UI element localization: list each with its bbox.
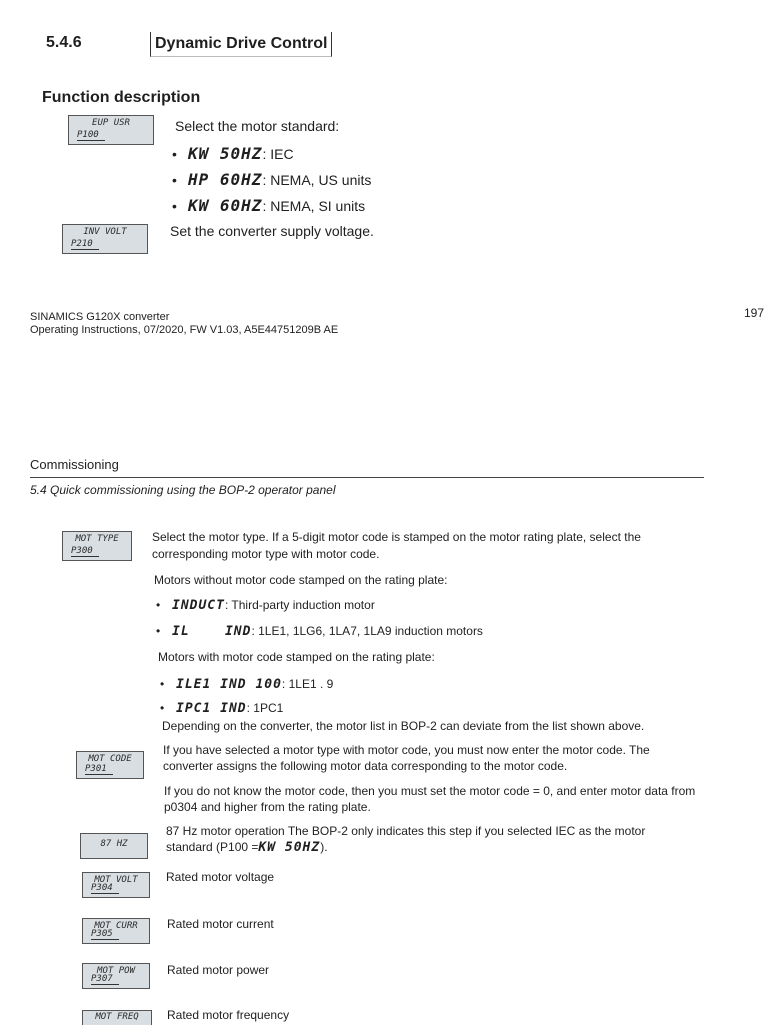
function-description-heading: Function description <box>42 89 201 106</box>
bop-display-p300 <box>62 531 132 561</box>
bop-display-p210 <box>62 224 148 254</box>
running-subheader: 5.4 Quick commissioning using the BOP-2 operator panel <box>30 483 336 497</box>
running-header: Commissioning <box>30 457 119 472</box>
bop-display-p304 <box>82 872 150 898</box>
display-param: P305 <box>91 930 119 940</box>
display-param: P307 <box>91 975 119 985</box>
display-label: EUP USR <box>92 118 130 128</box>
bop-display-p100 <box>68 115 154 145</box>
bop-display-p310 <box>82 1010 152 1025</box>
display-code: ILE1 IND 100 <box>176 677 282 692</box>
page-number: 197 <box>744 306 765 320</box>
motor-code-text: If you have selected a motor type with motor code, you must now enter the motor code. The converter assigns the following motor data corresponding to the motor code. <box>163 743 650 773</box>
standard-item: • HP 60HZ: NEMA, US units <box>172 170 371 189</box>
display-param: P301 <box>85 765 113 775</box>
section-title: Dynamic Drive Control <box>150 32 332 57</box>
hz87-text: 87 Hz motor operation The BOP-2 only indicates this step if you selected IEC as the motor standard (P100 =KW 50HZ). <box>166 824 646 855</box>
display-code: KW 50HZ <box>258 840 321 855</box>
display-param: P100 <box>77 131 105 141</box>
display-label: 87 HZ <box>100 839 128 849</box>
bop-display-87hz <box>80 833 148 859</box>
display-code: IPC1 IND <box>176 701 247 716</box>
motor-list-item: • INDUCT: Third-party induction motor <box>156 598 375 613</box>
section-number: 5.4.6 <box>46 34 82 51</box>
motor-list-item: • IPC1 IND: 1PC1 <box>160 701 283 716</box>
rated-current-text: Rated motor current <box>167 917 274 931</box>
display-label: MOT VOLT <box>94 875 138 885</box>
display-label: MOT FREQ <box>95 1012 139 1022</box>
display-param: P304 <box>91 884 119 894</box>
standard-item: • KW 50HZ: IEC <box>172 144 294 163</box>
motor-list-item: • ILE1 IND 100: 1LE1 . 9 <box>160 677 333 692</box>
standard-item: • KW 60HZ: NEMA, SI units <box>172 196 365 215</box>
display-label: MOT TYPE <box>75 534 119 544</box>
display-label: MOT CODE <box>88 754 132 764</box>
without-code-heading: Motors without motor code stamped on the rating plate: <box>154 573 448 587</box>
rated-frequency-text: Rated motor frequency <box>167 1008 290 1022</box>
display-label: MOT CURR <box>94 921 138 931</box>
footer-document: Operating Instructions, 07/2020, FW V1.03, A5E44751209B AE <box>30 324 339 336</box>
display-label: INV VOLT <box>83 227 127 237</box>
deviate-note: Depending on the converter, the motor list in BOP-2 can deviate from the list shown above. <box>162 719 645 733</box>
header-divider <box>30 477 704 478</box>
display-label: MOT POW <box>97 966 135 976</box>
motor-type-text: Select the motor type. If a 5-digit motor code is stamped on the motor rating plate, select the corresponding motor type with motor code. <box>152 530 641 561</box>
display-code: IL IND <box>172 624 252 639</box>
rated-voltage-text: Rated motor voltage <box>166 870 275 884</box>
bop-display-p305 <box>82 918 150 944</box>
display-code: HP 60HZ <box>188 170 263 189</box>
display-code: INDUCT <box>172 598 225 613</box>
select-standard-text: Select the motor standard: <box>175 118 340 134</box>
display-code: KW 50HZ <box>188 144 263 163</box>
with-code-heading: Motors with motor code stamped on the rating plate: <box>158 650 435 664</box>
display-param: P300 <box>71 547 99 557</box>
display-param: P210 <box>71 240 99 250</box>
unknown-code-text: If you do not know the motor code, then you must set the motor code = 0, and enter motor data from p0304 and higher from the rating plate. <box>164 784 696 814</box>
display-code: KW 60HZ <box>188 196 263 215</box>
motor-list-item: • IL IND: 1LE1, 1LG6, 1LA7, 1LA9 induction motors <box>156 624 483 639</box>
footer-product: SINAMICS G120X converter <box>30 311 170 323</box>
rated-power-text: Rated motor power <box>167 963 270 977</box>
bop-display-p307 <box>82 963 150 989</box>
bop-display-p301 <box>76 751 144 779</box>
supply-voltage-text: Set the converter supply voltage. <box>170 223 374 239</box>
